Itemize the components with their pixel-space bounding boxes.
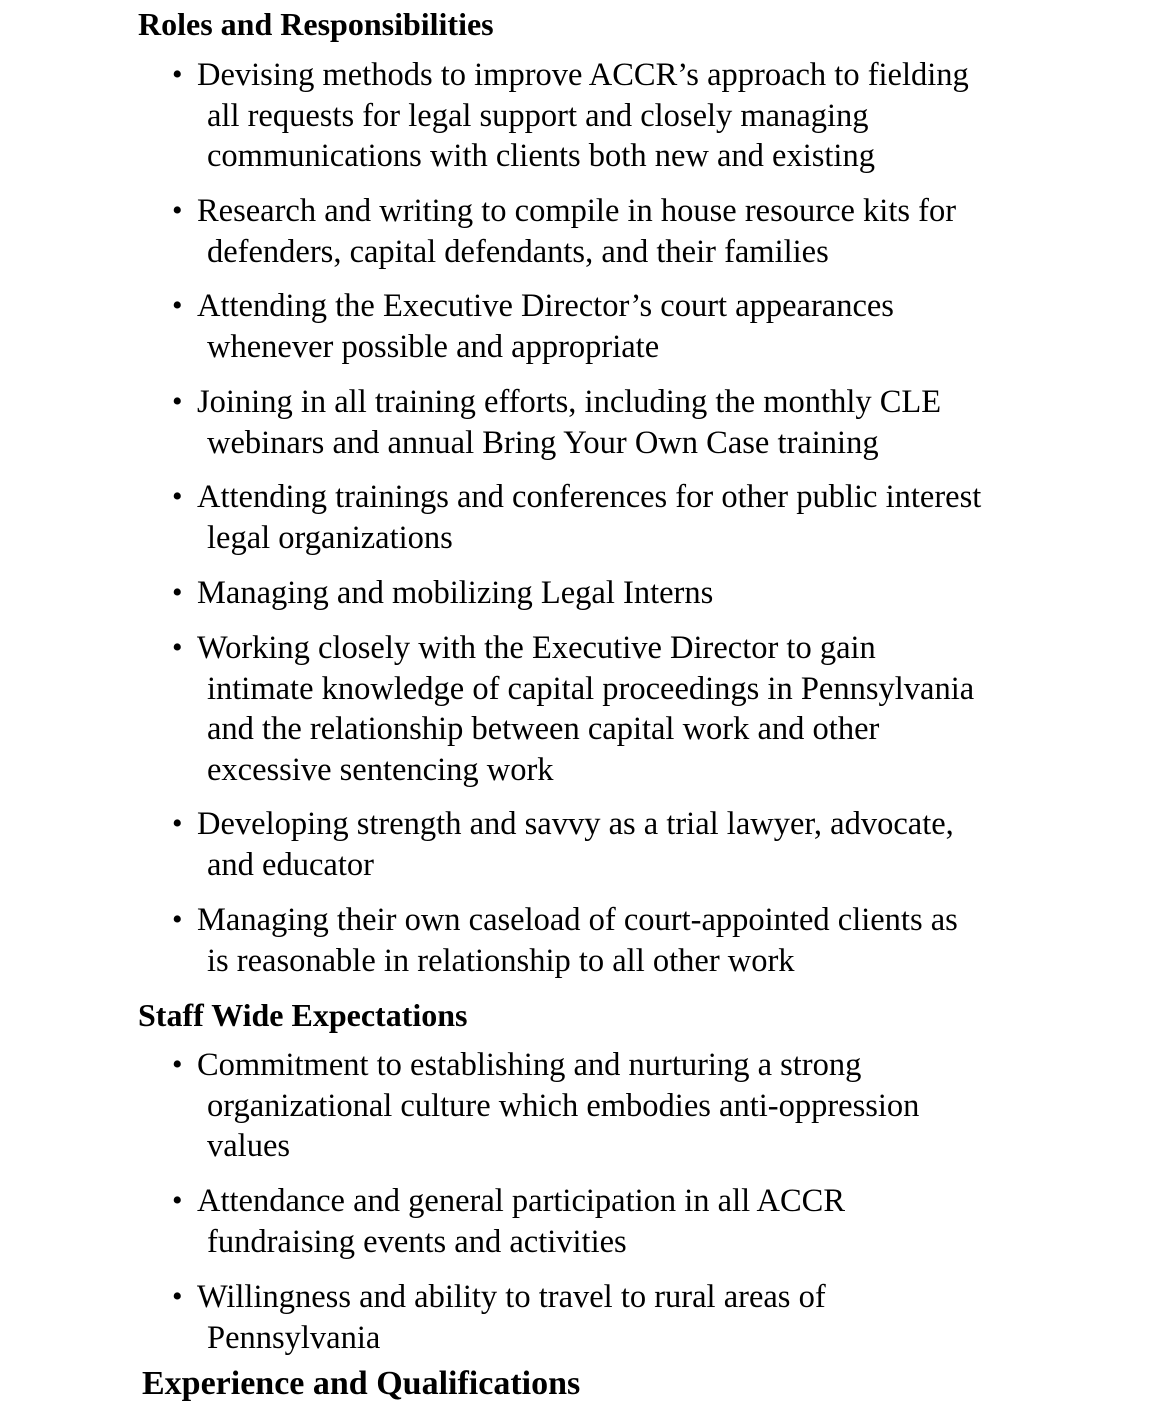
section-heading-experience-partial: Experience and Qualifications [142,1365,581,1402]
item-text-line: Attendance and general participation in all ACCR [197,1183,846,1219]
item-text-line: Managing and mobilizing Legal Interns [197,575,714,611]
bullet-icon: • [172,807,183,840]
item-text-line: all requests for legal support and closely managing [207,97,869,134]
bullet-icon: • [172,289,183,322]
bullet-item [172,573,1052,614]
bullet-icon: • [172,1280,183,1313]
item-text-line: webinars and annual Bring Your Own Case training [207,424,879,461]
item-text-line: Managing their own caseload of court-appointed clients as [197,902,958,938]
item-text-line: values [207,1128,291,1164]
item-text-line: Joining in all training efforts, including the monthly CLE [197,384,942,420]
bullet-item [172,1045,1052,1167]
item-text-line: Attending the Executive Director’s court appearances [197,288,894,324]
item-text-line: legal organizations [207,519,453,556]
item-text-line: Devising methods to improve ACCR’s approach to fielding [197,57,969,93]
item-text-line: organizational culture which embodies anti-oppression [207,1087,920,1124]
bullet-icon: • [172,480,183,513]
item-text-line: Commitment to establishing and nurturing a strong [197,1047,862,1083]
bullet-icon: • [172,385,183,418]
bullet-icon: • [172,1184,183,1217]
item-text-line: fundraising events and activities [207,1223,627,1260]
bullet-item [172,1277,1052,1358]
bullet-item [172,382,1052,463]
item-text-line: is reasonable in relationship to all other work [207,942,795,979]
item-text-line: Attending trainings and conferences for other public interest [197,479,982,515]
bullet-icon: • [172,903,183,936]
bullet-item [172,286,1052,367]
item-text-line: Developing strength and savvy as a trial lawyer, advocate, [197,806,954,842]
item-text-line: defenders, capital defendants, and their families [207,233,829,270]
bullet-icon: • [172,631,183,664]
bullet-item [172,55,1052,177]
bullet-item [172,628,1052,790]
bullet-item [172,191,1052,272]
bullet-icon: • [172,58,183,91]
item-text-line: Willingness and ability to travel to rural areas of [197,1279,826,1315]
section-heading-roles: Roles and Responsibilities [138,6,494,42]
item-text-line: and educator [207,846,374,883]
item-text-line: whenever possible and appropriate [207,328,660,365]
item-text-line: Working closely with the Executive Director to gain [197,630,876,666]
bullet-item [172,804,1052,885]
item-text-line: Research and writing to compile in house resource kits for [197,193,957,229]
bullet-icon: • [172,194,183,227]
item-text-line: excessive sentencing work [207,751,554,788]
bullet-icon: • [172,1048,183,1081]
item-text-line: Pennsylvania [207,1319,381,1356]
bullet-icon: • [172,576,183,609]
bullet-item [172,477,1052,558]
section-heading-staff-expectations: Staff Wide Expectations [138,997,468,1033]
bullet-item [172,900,1052,981]
item-text-line: intimate knowledge of capital proceedings in Pennsylvania [207,670,975,707]
item-text-line: and the relationship between capital work and other [207,711,880,747]
bullet-item [172,1181,1052,1262]
item-text-line: communications with clients both new and existing [207,138,875,174]
